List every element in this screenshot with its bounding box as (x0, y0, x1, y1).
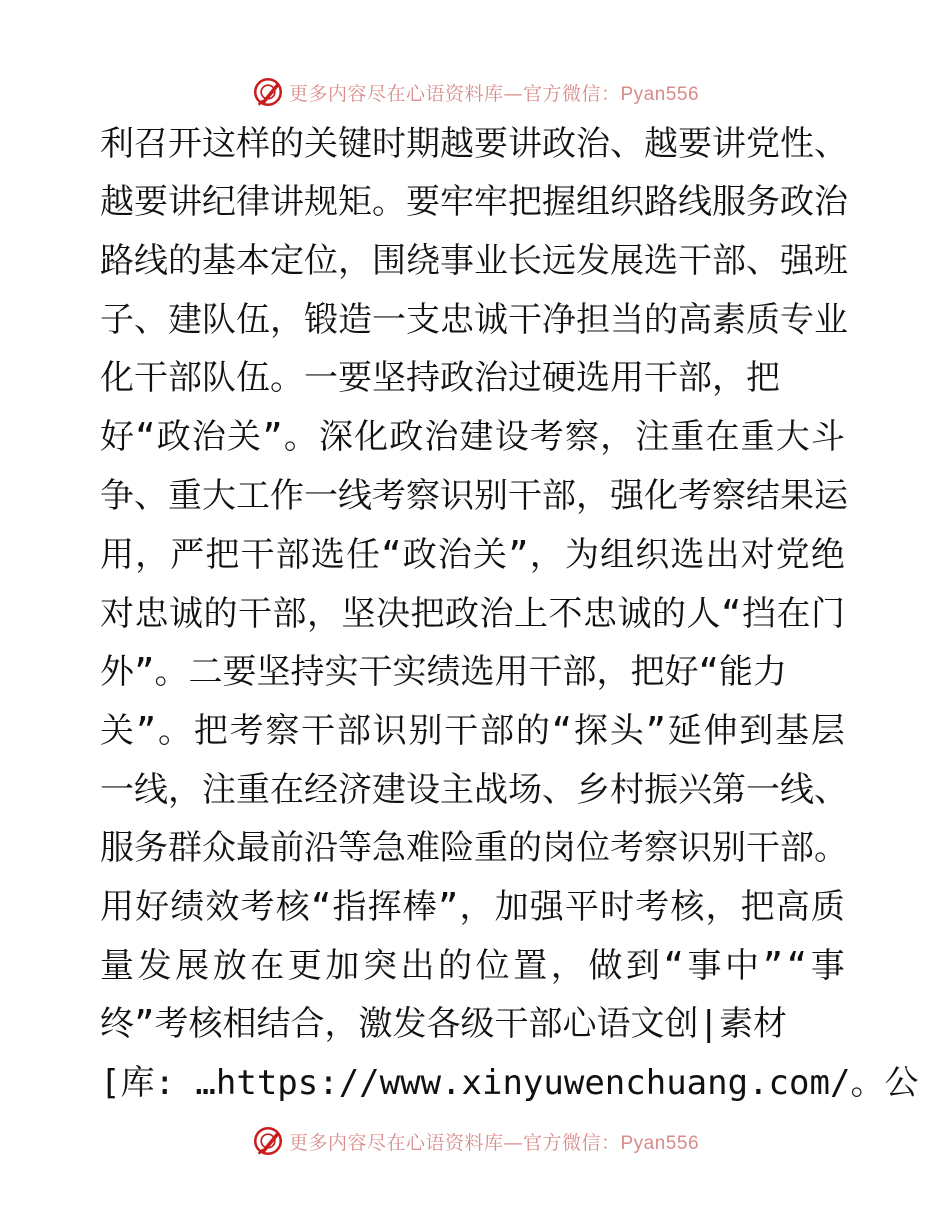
text-line: 利 召 开 这 样 的 关 键 时 期 越 要 讲 政 治 、 越 要 讲 党 性 、 (100, 124, 848, 164)
text-line: 一 线 ， 注 重 在 经 济 建 设 主 战 场 、 乡 村 振 兴 第 一 线 、 (100, 770, 848, 810)
logo-icon (251, 1124, 285, 1158)
text-line: 量 发 展 放 在 更 加 突 出 的 位 置 ， 做 到 “ 事 中 ” “ 事 (100, 946, 845, 986)
text-line: 关 ” 。 把 考 察 干 部 识 别 干 部 的 “ 探 头 ” 延 伸 到 基 层 (100, 711, 845, 751)
text-line: 终”考核相结合，激发各级干部心语文创|素材 (100, 1004, 787, 1044)
text-line: 用 ， 严 把 干 部 选 任 “ 政 治 关 ” ， 为 组 织 选 出 对 党 绝 (100, 535, 845, 575)
text-line: 子 、 建 队 伍 ， 锻 造 一 支 忠 诚 干 净 担 当 的 高 素 质 专 业 (100, 300, 848, 340)
footer-banner (0, 1121, 950, 1161)
footer-banner-text: 更多内容尽在心语资料库—官方微信：Pyan556 (288, 1131, 700, 1154)
footer-wechat-id: Pyan556 (620, 1132, 700, 1154)
text-line: 外”。二要坚持实干实绩选用干部，把好“能力 (100, 652, 787, 692)
text-line: [库: …https://www.xinyuwenchuang.com/。公 (100, 1063, 919, 1103)
text-line: 路 线 的 基 本 定 位 ， 围 绕 事 业 长 远 发 展 选 干 部 、 强 班 (100, 241, 848, 281)
header-banner-text: 更多内容尽在心语资料库—官方微信：Pyan556 (288, 82, 700, 105)
text-line: 化干部队伍。一要坚持政治过硬选用干部，把 (100, 358, 780, 398)
text-line: 越 要 讲 纪 律 讲 规 矩 。 要 牢 牢 把 握 组 织 路 线 服 务 政 治 (100, 182, 848, 222)
text-line: 服 务 群 众 最 前 沿 等 急 难 险 重 的 岗 位 考 察 识 别 干 部 。 (100, 828, 848, 868)
text-line: 用 好 绩 效 考 核 “ 指 挥 棒 ” ， 加 强 平 时 考 核 ， 把 高 质 (100, 887, 845, 927)
header-wechat-id: Pyan556 (620, 83, 700, 105)
text-line: 好 “ 政 治 关 ” 。 深 化 政 治 建 设 考 察 ， 注 重 在 重 大 斗 (100, 417, 845, 457)
text-line: 对 忠 诚 的 干 部 ， 坚 决 把 政 治 上 不 忠 诚 的 人 “ 挡 在 门 (100, 594, 845, 634)
text-line: 争 、 重 大 工 作 一 线 考 察 识 别 干 部 ， 强 化 考 察 结 果 运 (100, 476, 848, 516)
